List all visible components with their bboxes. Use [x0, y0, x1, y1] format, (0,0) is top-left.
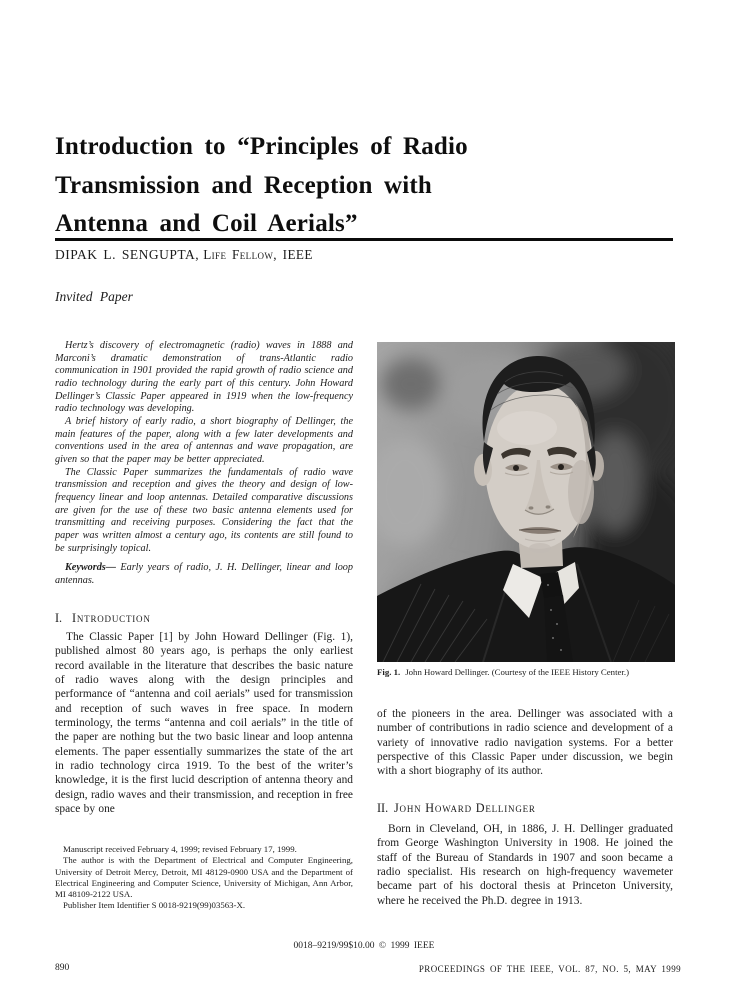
keywords-text: Early years of radio, J. H. Dellinger, linear and loop antennas.: [55, 562, 353, 586]
section-number: II.: [377, 801, 389, 815]
section-title: John Howard Dellinger: [394, 801, 536, 815]
figure-label: Fig. 1.: [377, 667, 401, 677]
section-number: I.: [55, 611, 63, 625]
paper-type-label: Invited Paper: [55, 289, 133, 304]
title-line-2: Transmission and Reception with: [55, 171, 433, 199]
author-line: [55, 247, 313, 263]
introduction-continuation: [377, 707, 673, 779]
keywords-paragraph: [55, 562, 353, 587]
dellinger-biography-body: [377, 822, 673, 908]
copyright-issn-line: 0018–9219/99$10.00 © 1999 IEEE: [293, 941, 435, 951]
figure-1-caption: [377, 667, 677, 678]
title-block: [55, 128, 675, 244]
section-title: Introduction: [72, 611, 151, 625]
author-role: Life Fellow, IEEE: [203, 247, 313, 262]
keywords-label: Keywords—: [65, 562, 116, 574]
page-number: 890: [55, 963, 70, 973]
paper-title: [55, 128, 675, 244]
footnote-manuscript: Manuscript received February 4, 1999; revised February 17, 1999.: [63, 844, 297, 854]
introduction-body: [55, 630, 353, 816]
author-name: DIPAK L. SENGUPTA,: [55, 247, 200, 262]
title-line-3: Antenna and Coil Aerials”: [55, 210, 358, 237]
figure-caption-text: John Howard Dellinger. (Courtesy of the IEEE History Center.): [405, 667, 630, 677]
abstract-section: [55, 340, 353, 587]
abstract-paragraph-3: The Classic Paper summarizes the fundamentals of radio wave transmission and reception and gives the theory and design of low-frequency linear and loop antennas. Detailed comparative discussions are given for the use of these two basic antenna elements used for transmitting and receiving purposes. Considering the fact that the paper was written almost a century ago, its contents are still found to be surprisingly topical.: [55, 466, 353, 554]
footnote-affiliation: The author is with the Department of Electrical and Computer Engineering, University of Detroit Mercy, Detroit, MI 48129-0900 USA and the Department of Electrical Engineering and Computer Science, University of Michigan, Ann Arbor, MI 48109-2122 USA.: [55, 855, 353, 899]
dellinger-portrait-image: [377, 342, 675, 662]
abstract-paragraph-1: Hertz’s discovery of electromagnetic (radio) waves in 1888 and Marconi’s dramatic demonstration of trans-Atlantic radio communication in 1901 provided the rapid growth of radio science and radio technology during the early part of this century. John Howard Dellinger’s Classic Paper appeared in 1919 when the low-frequency radio technology was developing.: [55, 340, 353, 415]
title-line-1: Introduction to “Principles of Radio: [55, 133, 468, 160]
section-heading-introduction: [55, 611, 151, 626]
first-page-footnote: [55, 844, 353, 912]
introduction-paragraph: The Classic Paper [1] by John Howard Dellinger (Fig. 1), published almost 80 years ago, is perhaps the only earliest record available in the literature that describes the basic nature of radio waves along with the design principles and performance of “antenna and coil aerials” used for transmission and reception of such waves in free space. In modern terminology, the terms “antenna and coil aerials” in the title of the paper are nothing but the two basic linear and loop antenna elements. The paper essentially summarizes the state of the art in radio technology circa 1919. To the best of the writer’s knowledge, it is the first lucid description of antenna theory and design, radio waves and their transmission, and reception in free space by one: [55, 631, 353, 816]
title-divider-rule: [55, 238, 673, 241]
figure-1-photo: [377, 342, 675, 662]
footnote-publisher-id: Publisher Item Identifier S 0018-9219(99)03563-X.: [63, 900, 246, 911]
continuation-paragraph: of the pioneers in the area. Dellinger was associated with a number of contributions in radio science and development of a variety of innovative radio navigation systems. For a better perspective of this Classic Paper under discussion, we begin with a short biography of its author.: [377, 708, 673, 778]
abstract-paragraph-2: A brief history of early radio, a short biography of Dellinger, the main features of the paper, along with a few later developments and conventions used in the area of antennas and wave propagation, are given so that the paper may be better appreciated.: [55, 415, 353, 465]
section-heading-dellinger: [377, 801, 536, 816]
biography-paragraph: Born in Cleveland, OH, in 1886, J. H. Dellinger graduated from George Washington University in 1908. He joined the staff of the Bureau of Standards in 1907 and soon became a radio specialist. His research on high-frequency wavemeter became part of his doctoral thesis at Princeton University, where he received the Ph.D. degree in 1913.: [377, 823, 673, 907]
journal-footer-line: PROCEEDINGS OF THE IEEE, VOL. 87, NO. 5, MAY 1999: [418, 964, 681, 974]
